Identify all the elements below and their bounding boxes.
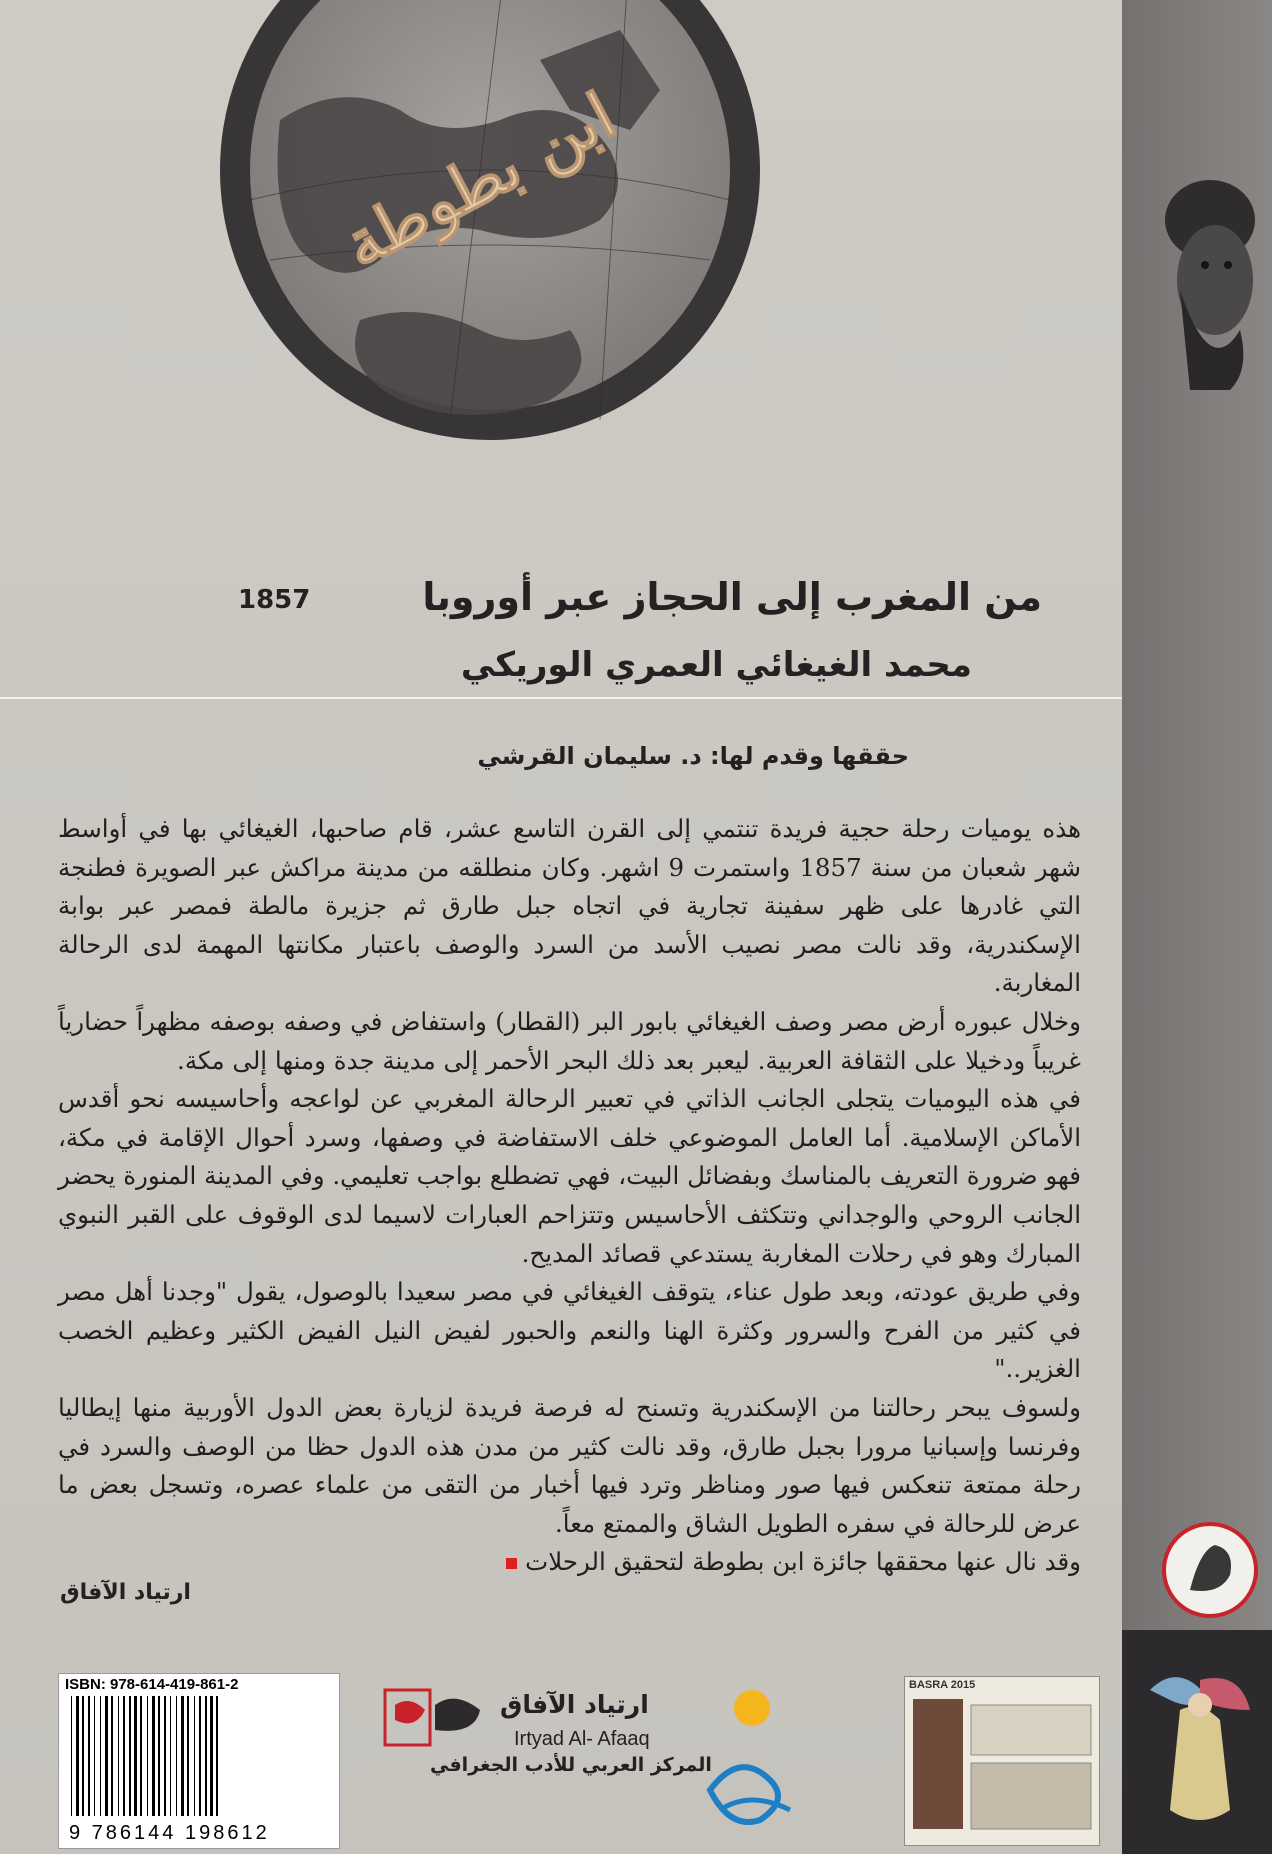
barcode-bar xyxy=(170,1696,171,1816)
barcode-bar xyxy=(123,1696,125,1816)
paragraph-1: هذه يوميات رحلة حجية فريدة تنتمي إلى القرن التاسع عشر، قام صاحبها، الغيغائي بها في أواسط شهر شعبان من سنة 1857 واستمرت 9 اشهر. وكان منطلقه من مدينة مراكش عبر الصويرة فطنجة التي غادرها على ظهر سفينة تجارية في اتجاه جبل طارق ثم جزيرة مالطة فمصر عبر بوابة الإسكندرية، وقد نالت مصر نصيب الأسد من السرد والوصف باعتبار مكانتها المهمة لدى الرحالة المغاربة. xyxy=(58,814,1081,998)
divider xyxy=(0,697,1122,699)
barcode-bar xyxy=(118,1696,119,1816)
barcode-bar xyxy=(187,1696,189,1816)
publisher-logo xyxy=(380,1680,490,1760)
seal-emblem xyxy=(1160,1520,1260,1620)
paragraph-5: ولسوف يبحر رحالتنا من الإسكندرية وتسنح له فرصة فريدة لزيارة بعض الدول الأوربية منها إيطاليا وفرنسا وإسبانيا مرورا بجبل طارق، وقد نالت كثير من مدن هذه الدول حظا من الوصف والسرد في رحلة ممتعة تنعكس فيها صور ومناظر وترد فيها أخبار من التقى من علماء عصره، وتسجل بعض ما عرض للرحالة في سفره الطويل الشاق والممتع معاً. xyxy=(58,1392,1081,1538)
book-title: من المغرب إلى الحجاز عبر أوروبا xyxy=(422,575,1042,619)
barcode-bar xyxy=(158,1696,160,1816)
suwaidi-logo xyxy=(700,1680,800,1840)
ean-number: 9 786144 198612 xyxy=(69,1822,270,1844)
award-badge xyxy=(904,1676,1100,1846)
book-author: محمد الغيغائي العمري الوريكي xyxy=(460,645,972,685)
red-bullet-icon xyxy=(506,1558,517,1569)
book-year: 1857 xyxy=(238,585,311,615)
award-image xyxy=(905,1677,1099,1845)
publisher-center: المركز العربي للأدب الجغرافي xyxy=(430,1754,712,1776)
isbn-text: ISBN: 978-614-419-861-2 xyxy=(65,1676,239,1693)
barcode-icon xyxy=(69,1696,329,1816)
barcode-bar xyxy=(205,1696,207,1816)
prize-line xyxy=(58,1543,1081,1582)
paragraph-4: وفي طريق عودته، وبعد طول عناء، يتوقف الغيغائي في مصر سعيدا بالوصول، يقول "وجدنا أهل مصر في كثير من الفرح والسرور وكثرة الهنا والنعم والحبور لفيض النيل الفيض الكثير وعظيم الخصب الغزير.." xyxy=(58,1277,1081,1384)
barcode-bar xyxy=(210,1696,213,1816)
barcode-bar xyxy=(134,1696,137,1816)
barcode-bar xyxy=(181,1696,184,1816)
barcode-bar xyxy=(71,1696,72,1816)
angel-illustration xyxy=(1140,1650,1260,1840)
barcode-bar xyxy=(194,1696,195,1816)
blurb-text xyxy=(58,810,1081,1582)
barcode-bar xyxy=(129,1696,131,1816)
paragraph-2: وخلال عبوره أرض مصر وصف الغيغائي بابور البر (القطار) واستفاض في وصفه بوصفه مظهراً حضارياً غريباً ودخيلا على الثقافة العربية. ليعبر بعد ذلك البحر الأحمر إلى مدينة جدة ومنها إلى مكة. xyxy=(58,1006,1081,1075)
barcode-bar xyxy=(199,1696,201,1816)
portrait-illustration xyxy=(1160,150,1260,390)
barcode-bar xyxy=(152,1696,155,1816)
award-label: BASRA 2015 xyxy=(909,1679,976,1691)
barcode-bar xyxy=(176,1696,177,1816)
map-illustration xyxy=(210,0,770,460)
barcode-bar xyxy=(76,1696,79,1816)
barcode-bar xyxy=(94,1696,95,1816)
logo-calligraphy: ابن بطوطة xyxy=(331,78,628,284)
barcode-bar xyxy=(82,1696,84,1816)
paragraph-6: وقد نال عنها محققها جائزة ابن بطوطة لتحقيق الرحلات xyxy=(525,1547,1081,1577)
publisher-arabic: ارتياد الآفاق xyxy=(500,1690,649,1719)
barcode-bar xyxy=(88,1696,90,1816)
barcode-bar xyxy=(111,1696,113,1816)
barcode-bar xyxy=(140,1696,142,1816)
barcode-bar xyxy=(147,1696,148,1816)
barcode-bar xyxy=(100,1696,101,1816)
barcode-bar xyxy=(105,1696,108,1816)
barcode-bar xyxy=(216,1696,218,1816)
barcode-bar xyxy=(164,1696,166,1816)
publisher-name: ارتياد الآفاق xyxy=(60,1580,191,1605)
book-editor: حققها وقدم لها: د. سليمان القرشي xyxy=(477,742,909,770)
paragraph-3: في هذه اليوميات يتجلى الجانب الذاتي في تعبير الرحالة المغربي عن لواعجه وأحاسيسه نحو أقدس الأماكن الإسلامية. أما العامل الموضوعي خلف الاستفاضة في وصفها، وسرد أحوال الإقامة في مكة، فهو ضرورة التعريف بالمناسك وبفضائل البيت، فهي تضطلع بواجب تعليمي. وفي المدينة المنورة يحضر الجانب الروحي والوجداني وتتكثف الأحاسيس وتتزاحم العبارات لاسيما لدى الوقوف على القبر النبوي المبارك وهو في رحلات المغاربة يستدعي قصائد المديح. xyxy=(58,1084,1081,1268)
isbn-barcode xyxy=(58,1673,340,1849)
publisher-english: Irtyad Al- Afaaq xyxy=(514,1728,650,1750)
